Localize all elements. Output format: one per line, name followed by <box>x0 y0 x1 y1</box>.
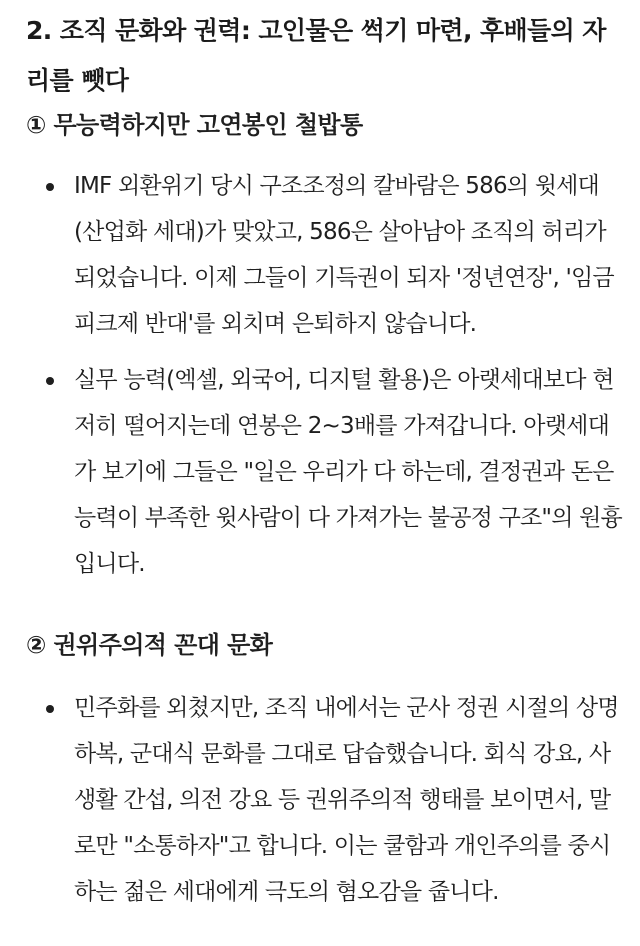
bullet-dot-icon <box>46 705 54 713</box>
bullet-dot-icon <box>46 377 54 385</box>
bullet-dot-icon <box>46 183 54 191</box>
subsection-title-2: ② 권위주의적 꼰대 문화 <box>26 631 273 659</box>
list-item <box>0 685 640 915</box>
bullet-list-2 <box>0 685 640 915</box>
bullet-text: 민주화를 외쳤지만, 조직 내에서는 군사 정권 시절의 상명하복, 군대식 문화를 그대로 답습했습니다. 회식 강요, 사생활 간섭, 의전 강요 등 권위주의적 행태를 보이면서, 말로만 "소통하자"고 합니다. 이는 쿨함과 개인주의를 중시하는 젊은 세대에게 극도의 혐오감을 줍니다. <box>74 695 619 905</box>
section-heading: 2. 조직 문화와 권력: 고인물은 썩기 마련, 후배들의 자리를 뺏다 <box>26 16 606 95</box>
bullet-text: 실무 능력(엑셀, 외국어, 디지털 활용)은 아랫세대보다 현저히 떨어지는데 연봉은 2~3배를 가져갑니다. 아랫세대가 보기에 그들은 "일은 우리가 다 하는데, 결정권과 돈은 능력이 부족한 윗사람이 다 가져가는 불공정 구조"의 원흉입니다. <box>74 367 622 577</box>
list-item <box>0 357 640 587</box>
bullet-text: IMF 외환위기 당시 구조조정의 칼바람은 586의 윗세대(산업화 세대)가 맞았고, 586은 살아남아 조직의 허리가 되었습니다. 이제 그들이 기득권이 되자 '정년연장', '임금 피크제 반대'를 외치며 은퇴하지 않습니다. <box>74 173 614 337</box>
bullet-list-1 <box>0 163 640 587</box>
list-item <box>0 163 640 347</box>
subsection-title-1: ① 무능력하지만 고연봉인 철밥통 <box>26 111 363 139</box>
